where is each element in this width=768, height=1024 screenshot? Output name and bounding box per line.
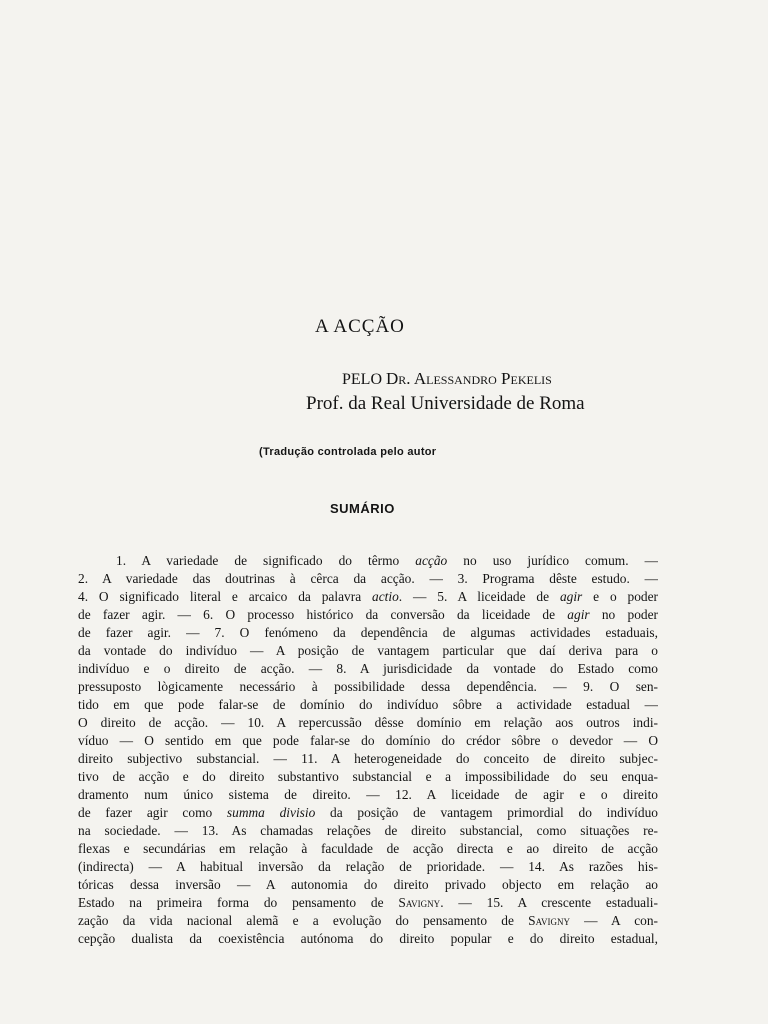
summary-line	[78, 588, 658, 606]
author-name: Dr. Alessandro Pekelis	[386, 369, 552, 388]
italic-term: actio	[372, 589, 399, 604]
text-segment: no uso jurídico comum. —	[447, 553, 658, 568]
summary-line	[78, 804, 658, 822]
text-segment: indivíduo e o direito de acção. — 8. A jurisdicidade da vontade do Estado como	[78, 661, 658, 676]
text-segment: pressuposto lògicamente necessário à possibilidade dessa dependência. — 9. O sen-	[78, 679, 658, 694]
text-segment: direito subjectivo substancial. — 11. A heterogeneidade do conceito de direito subjec-	[78, 751, 658, 766]
summary-line	[78, 912, 658, 930]
summary-line	[78, 642, 658, 660]
text-segment: tivo de acção e do direito substantivo substancial e a impossibilidade do seu enqua-	[78, 769, 658, 784]
text-segment: . — 15. A crescente estaduali-	[440, 895, 658, 910]
text-segment: de fazer agir como	[78, 805, 227, 820]
author-prefix: PELO	[342, 371, 382, 388]
text-segment: (indirecta) — A habitual inversão da relação de prioridade. — 14. As razões his-	[78, 859, 658, 874]
italic-term: summa divisio	[226, 805, 316, 820]
summary-line	[78, 552, 658, 570]
summary-line	[78, 930, 658, 948]
summary-line	[78, 768, 658, 786]
article-title: A ACÇÃO	[315, 316, 405, 337]
summary-line	[78, 786, 658, 804]
text-segment: na sociedade. — 13. As chamadas relações de direito substancial, como situações re-	[78, 823, 658, 838]
text-segment: tóricas dessa inversão — A autonomia do direito privado objecto em relação ao	[78, 877, 658, 892]
summary-paragraph	[78, 552, 658, 948]
author-affiliation: Prof. da Real Universidade de Roma	[306, 393, 585, 414]
summary-line	[78, 660, 658, 678]
text-segment: da vontade do indivíduo — A posição de vantagem particular que daí deriva para o	[78, 643, 658, 658]
text-segment: víduo — O sentido em que pode falar-se do domínio do crédor sôbre o devedor — O	[78, 733, 658, 748]
text-segment: da posição de vantagem primordial do indivíduo	[315, 805, 658, 820]
summary-line	[78, 858, 658, 876]
text-segment: flexas e secundárias em relação à faculdade de acção directa e ao direito de acção	[78, 841, 658, 856]
translation-note: (Tradução controlada pelo autor	[259, 446, 437, 458]
text-segment: 1. A variedade de significado do têrmo	[116, 553, 416, 568]
text-segment: . — 5. A liceidade de	[398, 589, 560, 604]
summary-line	[78, 606, 658, 624]
summary-line	[78, 696, 658, 714]
summary-heading: SUMÁRIO	[330, 501, 395, 516]
small-caps-name: Savigny	[398, 895, 441, 910]
text-segment: de fazer agir. — 6. O processo histórico da conversão da liceidade de	[78, 607, 568, 622]
text-segment: no poder	[589, 607, 658, 622]
text-segment: zação da vida nacional alemã e a evolução do pensamento de	[78, 913, 529, 928]
text-segment: e o poder	[582, 589, 658, 604]
text-segment: Estado na primeira forma do pensamento de	[78, 895, 399, 910]
text-segment: de fazer agir. — 7. O fenómeno da dependência de algumas actividades estaduais,	[78, 625, 658, 640]
summary-line	[78, 624, 658, 642]
text-segment: — A con-	[569, 913, 658, 928]
text-segment: 4. O significado literal e arcaico da palavra	[78, 589, 373, 604]
summary-line	[78, 678, 658, 696]
summary-line	[78, 822, 658, 840]
text-segment: tido em que pode falar-se de domínio do indivíduo sôbre a actividade estadual —	[78, 697, 658, 712]
text-segment: dramento num único sistema de direito. — 12. A liceidade de agir e o direito	[78, 787, 658, 802]
text-segment: 2. A variedade das doutrinas à cêrca da acção. — 3. Programa dêste estudo. —	[78, 571, 658, 586]
italic-term: agir	[559, 589, 583, 604]
summary-line	[78, 732, 658, 750]
text-segment: O direito de acção. — 10. A repercussão dêsse domínio em relação aos outros indi-	[78, 715, 658, 730]
summary-line	[78, 750, 658, 768]
summary-line	[78, 894, 658, 912]
small-caps-name: Savigny	[528, 913, 570, 928]
summary-line	[78, 840, 658, 858]
summary-line	[78, 876, 658, 894]
italic-term: acção	[415, 553, 448, 568]
italic-term: agir	[567, 607, 590, 622]
summary-line	[78, 714, 658, 732]
text-segment: cepção dualista da coexistência autónoma do direito popular e do direito estadual,	[78, 931, 658, 946]
author-line	[342, 369, 552, 389]
summary-line	[78, 570, 658, 588]
